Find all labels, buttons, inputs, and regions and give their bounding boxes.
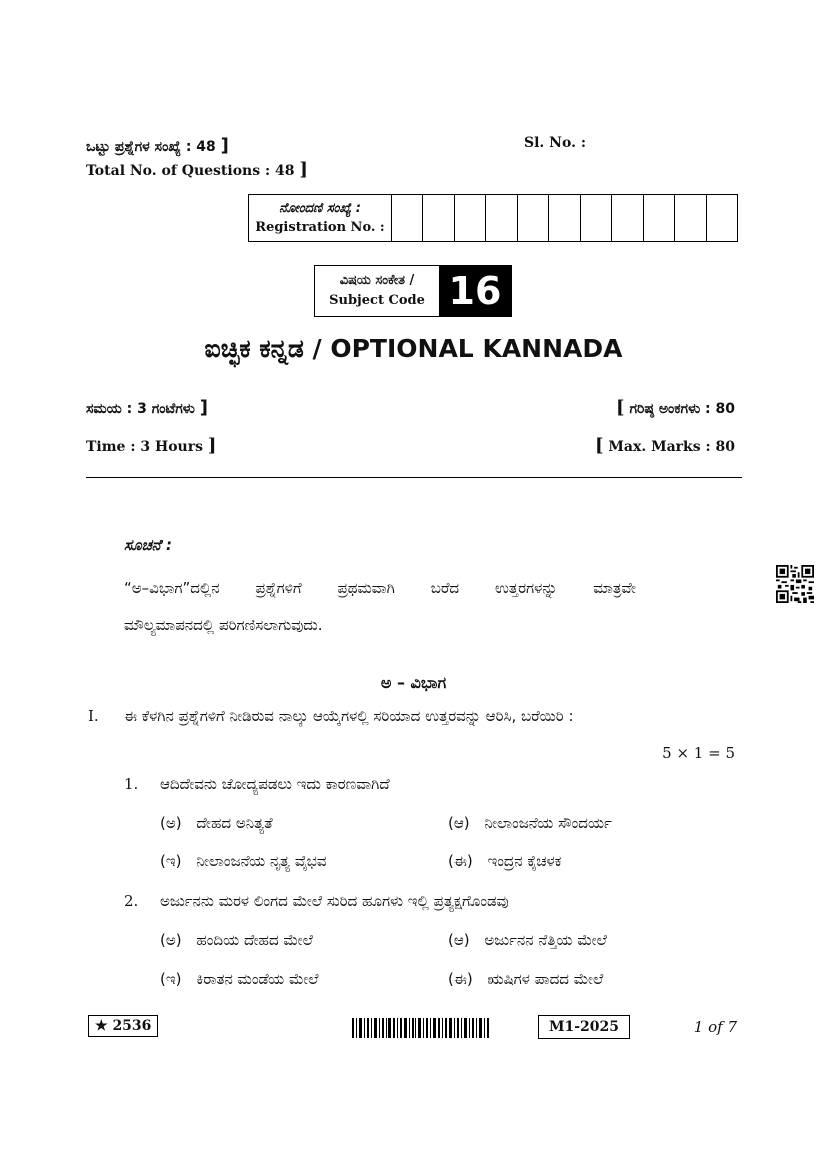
question-group-directive: ಈ ಕೆಳಗಿನ ಪ್ರಶ್ನೆಗಳಿಗೆ ನೀಡಿರುವ ನಾಲ್ಕು ಆಯ್ಕೆಗಳಲ್ಲಿ ಸರಿಯಾದ ಉತ್ತರವನ್ನು ಆರಿಸಿ, ಬರೆಯಿರಿ : <box>124 707 574 725</box>
registration-digit-cell[interactable] <box>612 195 643 241</box>
option-aa[interactable] <box>448 931 607 949</box>
option-a[interactable] <box>160 931 313 949</box>
star-icon: ★ <box>95 1018 108 1034</box>
registration-label-en: Registration No. : <box>255 220 385 235</box>
subject-code-box <box>314 265 512 317</box>
option-text: ಅರ್ಜುನನ ನೆತ್ತಿಯ ಮೇಲೆ <box>484 931 607 949</box>
registration-digit-cell[interactable] <box>549 195 580 241</box>
subject-code-value: 16 <box>439 266 511 316</box>
subject-code-label <box>315 266 439 316</box>
registration-label-kn: ನೋಂದಣಿ ಸಂಖ್ಯೆ : <box>279 201 361 216</box>
registration-digit-cell[interactable] <box>392 195 423 241</box>
registration-digit-cell[interactable] <box>581 195 612 241</box>
option-ii[interactable] <box>448 852 561 870</box>
registration-digit-cell[interactable] <box>644 195 675 241</box>
paper-code-box: M1-2025 <box>538 1015 630 1039</box>
qr-code-icon <box>776 565 814 603</box>
question-group-marks: 5 × 1 = 5 <box>662 744 735 762</box>
option-i[interactable] <box>160 852 327 870</box>
question-text: ಆದಿದೇವನು ಚೋದ್ಯಪಡಲು ಇದು ಕಾರಣವಾಗಿದೆ <box>160 775 390 793</box>
option-label: (ಆ) <box>448 814 470 832</box>
option-text: ಹಂದಿಯ ದೇಹದ ಮೇಲೆ <box>196 931 313 949</box>
option-aa[interactable] <box>448 814 612 832</box>
subject-code-label-kn: ವಿಷಯ ಸಂಕೇತ / <box>339 273 415 288</box>
max-marks-en: [ Max. Marks : 80 <box>595 435 735 456</box>
question-text: ಅರ್ಜುನನು ಮರಳ ಲಿಂಗದ ಮೇಲೆ ಸುರಿದ ಹೂಗಳು ಇಲ್ಲಿ ಪ್ರತ್ಯಕ್ಷಗೊಂಡವು <box>160 892 509 910</box>
max-marks-kn: [ ಗರಿಷ್ಠ ಅಂಕಗಳು : 80 <box>616 397 735 418</box>
option-label: (ಈ) <box>448 852 473 870</box>
registration-digit-cell[interactable] <box>707 195 737 241</box>
option-text: ಕಿರಾತನ ಮಂಡೆಯ ಮೇಲೆ <box>196 970 319 988</box>
registration-digit-cell[interactable] <box>455 195 486 241</box>
instructions-line-2: ಮೌಲ್ಯಮಾಪನದಲ್ಲಿ ಪರಿಗಣಿಸಲಾಗುವುದು. <box>124 616 323 634</box>
option-label: (ಅ) <box>160 814 182 832</box>
total-questions-kn: ಒಟ್ಟು ಪ್ರಶ್ನೆಗಳ ಸಂಖ್ಯೆ : 48 ] <box>86 135 229 156</box>
option-text: ದೇಹದ ಅನಿತ್ಯತೆ <box>196 814 273 832</box>
registration-label <box>249 195 392 241</box>
option-text: ನೀಲಾಂಜನೆಯ ಸೌಂದರ್ಯ <box>484 814 612 832</box>
barcode-icon <box>352 1018 490 1038</box>
instructions-line-1: “ಅ–ವಿಭಾಗ”ದಲ್ಲಿನ ಪ್ರಶ್ನೆಗಳಿಗೆ ಪ್ರಥಮವಾಗಿ ಬರೆದ ಉತ್ತರಗಳನ್ನು ಮಾತ್ರವೇ <box>124 579 636 597</box>
time-kn: ಸಮಯ : 3 ಗಂಟೆಗಳು ] <box>86 397 208 418</box>
paper-title: ಐಚ್ಛಿಕ ಕನ್ನಡ / OPTIONAL KANNADA <box>204 334 623 363</box>
option-label: (ಅ) <box>160 931 182 949</box>
option-label: (ಆ) <box>448 931 470 949</box>
question-number: 2. <box>124 892 139 910</box>
registration-digit-cell[interactable] <box>423 195 454 241</box>
instructions-heading: ಸೂಚನೆ : <box>124 536 172 554</box>
subject-code-label-en: Subject Code <box>329 293 425 308</box>
option-text: ಋಷಿಗಳ ಪಾದದ ಮೇಲೆ <box>487 970 604 988</box>
option-text: ಇಂದ್ರನ ಕೈಚಳಕ <box>487 852 562 870</box>
option-label: (ಇ) <box>160 970 182 988</box>
option-i[interactable] <box>160 970 318 988</box>
question-number: 1. <box>124 775 139 793</box>
option-label: (ಈ) <box>448 970 473 988</box>
question-group-number: I. <box>88 707 99 725</box>
star-code-value: 2536 <box>112 1018 152 1034</box>
page-number: 1 of 7 <box>693 1018 737 1036</box>
time-en: Time : 3 Hours ] <box>86 435 217 456</box>
serial-number-label: Sl. No. : <box>524 135 586 151</box>
option-ii[interactable] <box>448 970 603 988</box>
option-text: ನೀಲಾಂಜನೆಯ ನೃತ್ಯ ವೈಭವ <box>196 852 327 870</box>
option-label: (ಇ) <box>160 852 182 870</box>
registration-digit-cell[interactable] <box>675 195 706 241</box>
registration-digit-cell[interactable] <box>486 195 517 241</box>
total-questions-en: Total No. of Questions : 48 ] <box>86 159 308 180</box>
option-a[interactable] <box>160 814 273 832</box>
header-divider <box>86 477 742 478</box>
registration-number-box <box>248 194 738 242</box>
registration-digit-cell[interactable] <box>518 195 549 241</box>
star-code-box <box>88 1015 158 1037</box>
section-title: ಅ – ವಿಭಾಗ <box>380 673 447 692</box>
